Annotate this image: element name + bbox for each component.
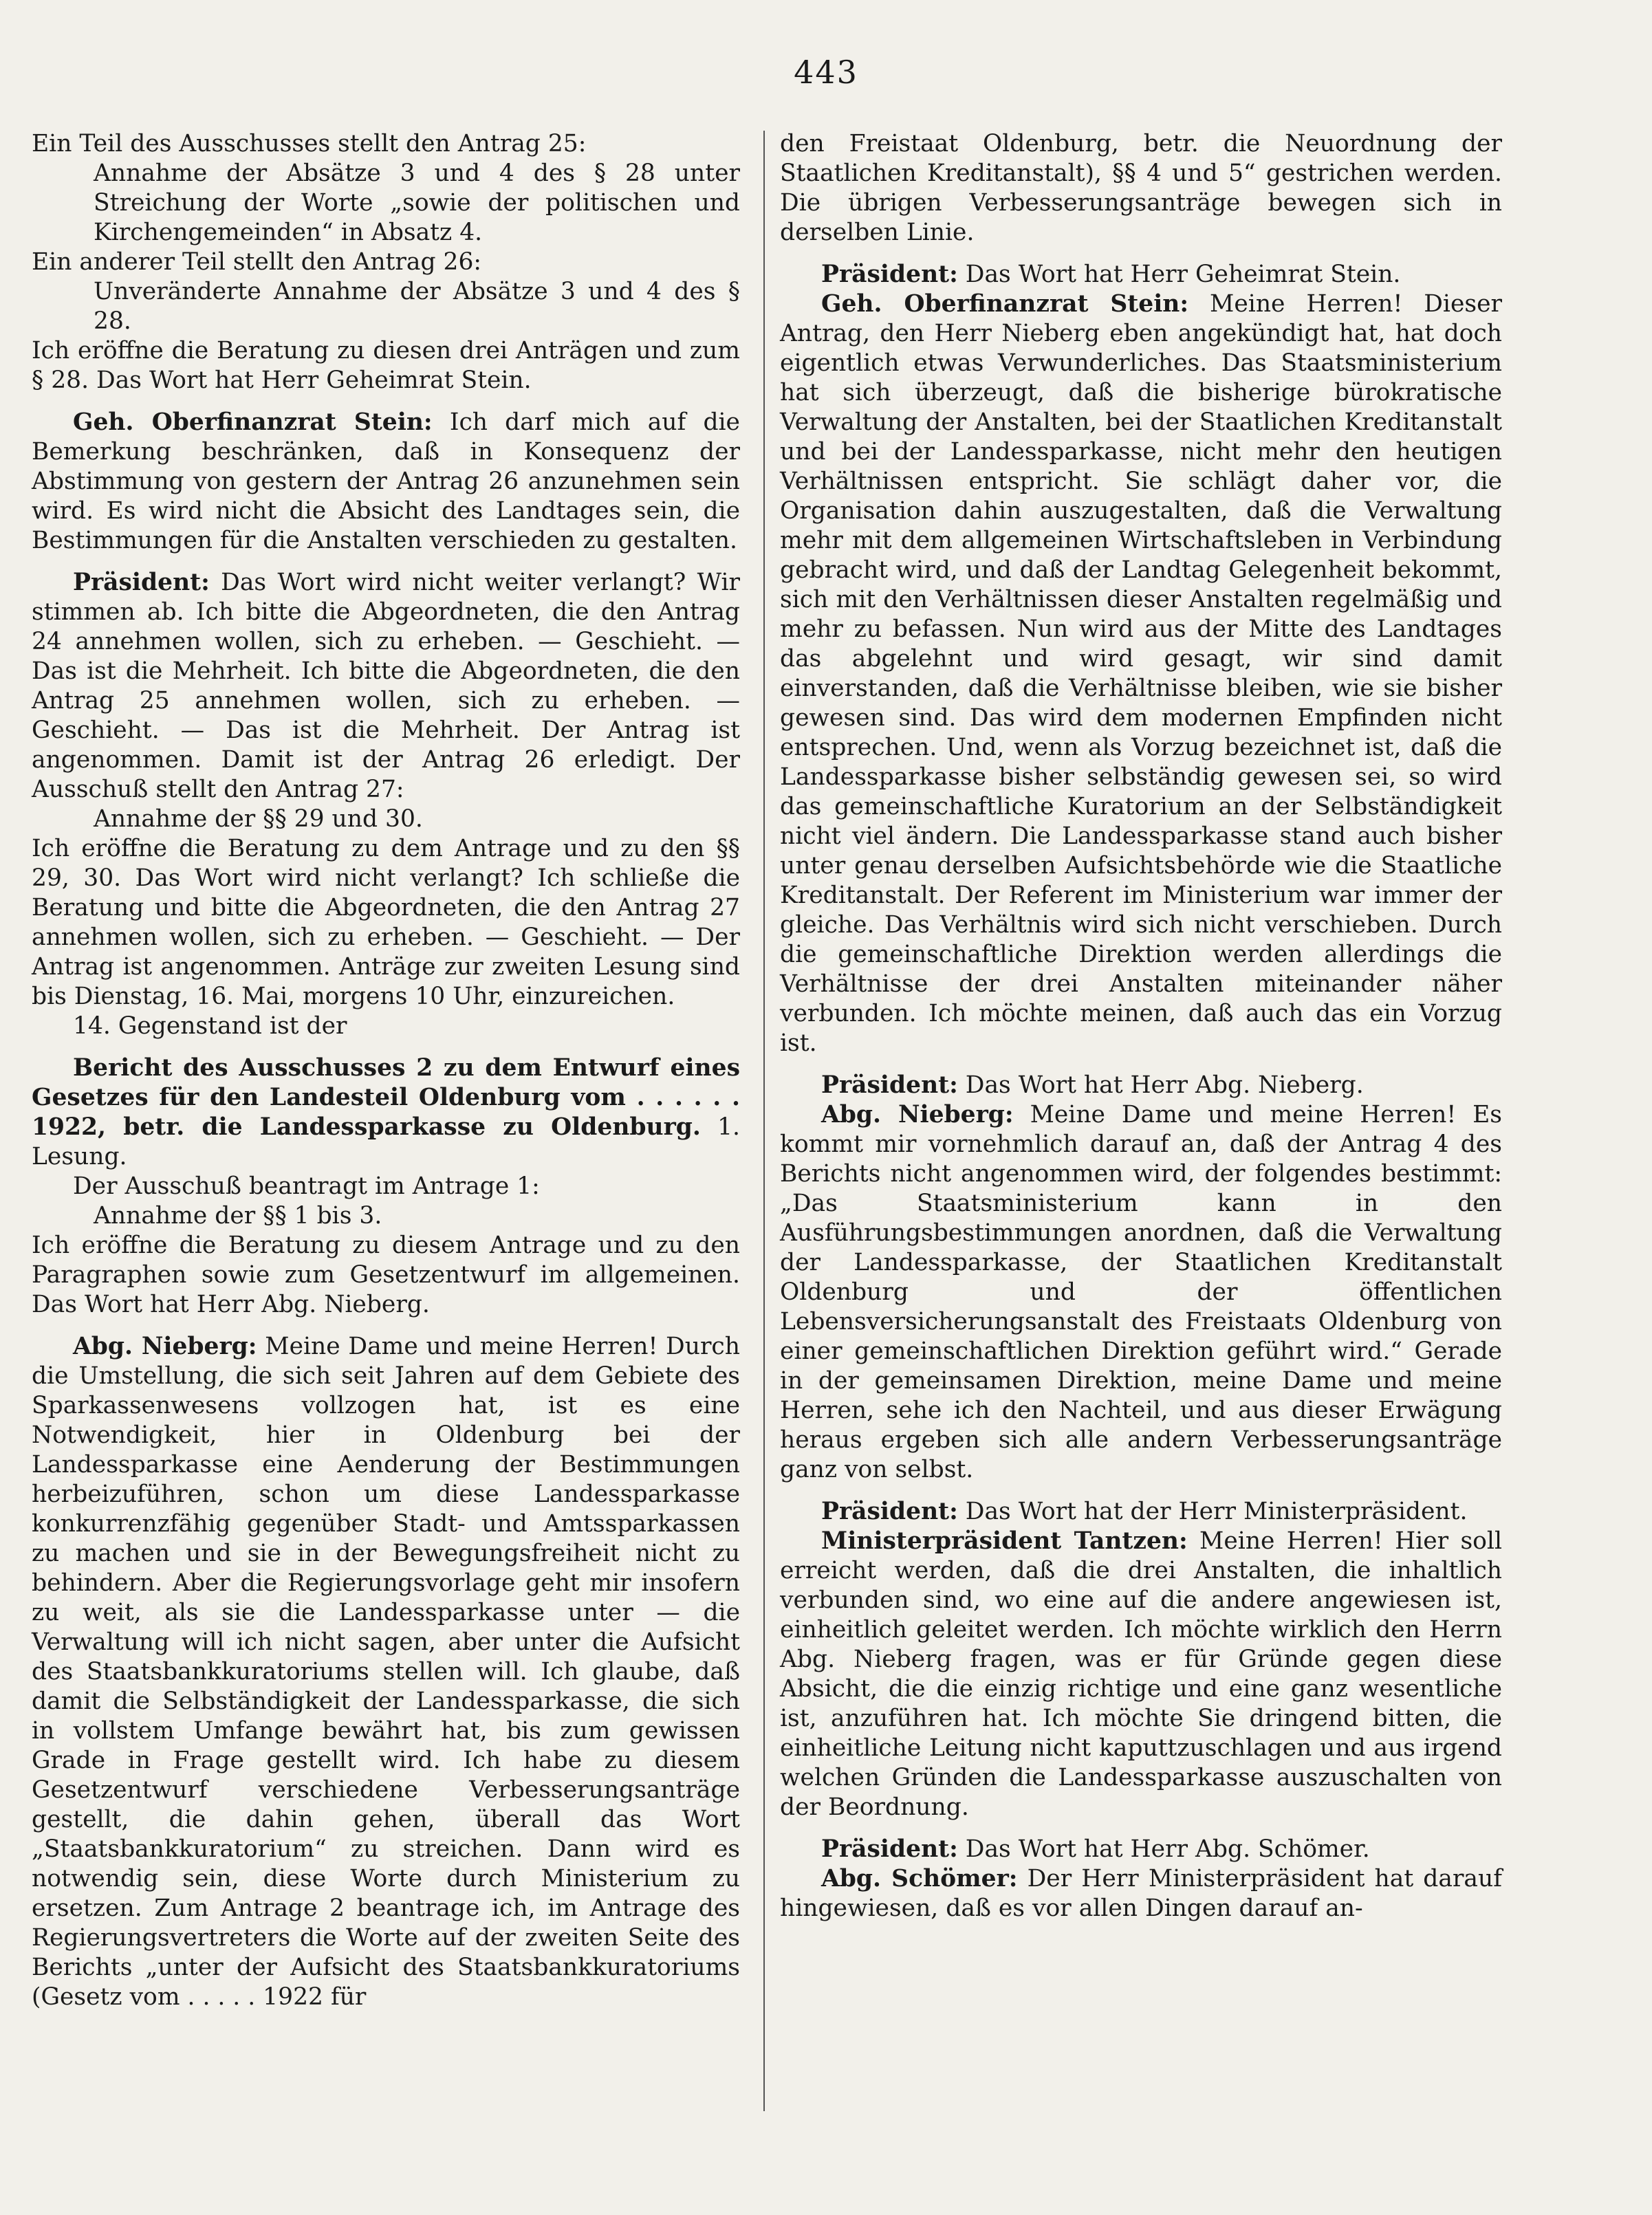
paragraph-text: 1. Lesung. [32,1113,741,1170]
paragraph-text: den Freistaat Oldenburg, betr. die Neuordnung der Staatlichen Kreditanstalt), §§ 4 und 5“ gestrichen werden. Die übrigen Verbesserungsanträge bewegen sich in derselben Linie. [780,130,1502,246]
left-paragraph [32,277,740,336]
left-paragraph [32,1172,740,1201]
speaker-label: Ministerpräsident Tantzen: [821,1527,1188,1555]
right-paragraph [780,260,1502,290]
paragraph-text: Das Wort hat Herr Geheimrat Stein. [957,261,1401,288]
left-paragraph [32,834,740,1012]
left-paragraph [32,568,740,805]
left-paragraph [32,1201,740,1231]
right-paragraph [780,290,1502,1058]
paragraph-text: Meine Dame und meine Herren! Es kommt mir vornehmlich darauf an, daß der Antrag 4 des Berichts nicht angenommen wird, der folgendes bestimmt: „Das Staatsministerium kann in den Ausführungsbestimmungen anordnen, daß die Verwaltung der Landessparkasse, der Staatlichen Kreditanstalt Oldenburg und der öffentlichen Lebensversicherungsanstalt des Freistaats Oldenburg von einer gemeinschaftlichen Direktion geführt wird.“ Gerade in der gemeinsamen Direktion, meine Dame und meine Herren, sehe ich den Nachteil, und aus dieser Erwägung heraus ergeben sich alle andern Verbesserungsanträge ganz von selbst. [780,1101,1502,1483]
right-paragraph [780,1071,1502,1100]
speaker-label: Geh. Oberfinanzrat Stein: [73,408,433,436]
speaker-label: Präsident: [821,1835,958,1863]
right-paragraph [780,1497,1502,1527]
paragraph-text: Das Wort hat Herr Abg. Nieberg. [957,1071,1364,1099]
right-paragraph [780,129,1502,248]
speaker-label: Präsident: [821,261,958,288]
right-column [780,129,1502,1923]
paragraph-text: Meine Dame und meine Herren! Durch die Umstellung, die sich seit Jahren auf dem Gebiete des Sparkassenwesens vollzogen hat, ist es eine Notwendigkeit, hier in Oldenburg bei der Landessparkasse eine Aenderung der Bestimmungen herbeizuführen, schon um diese Landessparkasse konkurrenzfähig gegenüber Stadt- und Amtssparkassen zu machen und sie in der Bewegungsfreiheit nicht zu behindern. Aber die Regierungsvorlage geht mir insofern zu weit, als sie die Landessparkasse unter — die Verwaltung will ich nicht sagen, aber unter die Aufsicht des Staatsbankkuratoriums stellen will. Ich glaube, daß damit die Selbständigkeit der Landessparkasse, die sich in vollstem Umfange bewährt hat, bis zum gewissen Grade in Frage gestellt wird. Ich habe zu diesem Gesetzentwurf verschiedene Verbesserungsanträge gestellt, die dahin gehen, überall das Wort „Staatsbankkuratorium“ zu streichen. Dann wird es notwendig sein, diese Worte durch Ministerium zu ersetzen. Zum Antrage 2 beantrage ich, im Antrage des Regierungsvertreters die Worte auf der zweiten Seite des Berichts „unter der Aufsicht des Staatsbankkuratoriums (Gesetz vom . . . . . 1922 für [32,1333,740,2011]
paragraph-text: Ein Teil des Ausschusses stellt den Antrag 25: [32,130,587,157]
right-paragraph [780,1527,1502,1822]
left-paragraph [32,408,740,556]
speaker-label: Präsident: [73,569,210,596]
left-paragraph [32,159,740,248]
paragraph-text: Meine Herren! Hier soll erreicht werden, daß die drei Anstalten, die inhaltlich verbunden sind, wo eine auf die andere angewiesen ist, einheitlich geleitet werden. Ich möchte wirklich den Herrn Abg. Nieberg fragen, was er für Gründe gegen diese Absicht, die die einzig richtige und eine ganz wesentliche ist, anzuführen hat. Ich möchte Sie dringend bitten, die einheitliche Leitung nicht kaputtzuschlagen und aus irgend welchen Gründen die Landessparkasse auszuschalten von der Beordnung. [780,1527,1502,1821]
paragraph-text: Der Herr Ministerpräsident hat darauf hingewiesen, daß es vor allen Dingen darauf an- [780,1865,1502,1922]
paragraph-text: Das Wort wird nicht weiter verlangt? Wir stimmen ab. Ich bitte die Abgeordneten, die den Antrag 24 annehmen wollen, sich zu erheben. — Geschieht. — Das ist die Mehrheit. Ich bitte die Abgeordneten, die den Antrag 25 annehmen wollen, sich zu erheben. — Geschieht. — Das ist die Mehrheit. Der Antrag ist angenommen. Damit ist der Antrag 26 erledigt. Der Ausschuß stellt den Antrag 27: [32,569,740,803]
speaker-label: Abg. Nieberg: [821,1101,1014,1128]
paragraph-text: Unveränderte Annahme der Absätze 3 und 4 des § 28. [94,278,740,335]
paragraph-text: Ich darf mich auf die Bemerkung beschränken, daß in Konsequenz der Abstimmung von gestern der Antrag 26 anzunehmen sein wird. Es wird nicht die Absicht des Landtages sein, die Bestimmungen für die Anstalten verschieden zu gestalten. [32,408,740,554]
paragraph-text: Das Wort hat Herr Abg. Schömer. [957,1835,1370,1863]
left-paragraph [32,805,740,834]
left-paragraph [32,1012,740,1041]
speaker-label: Präsident: [821,1071,958,1099]
paragraph-text: Annahme der §§ 1 bis 3. [94,1202,382,1230]
paragraph-text: Ich eröffne die Beratung zu diesen drei Anträgen und zum § 28. Das Wort hat Herr Geheimrat Stein. [32,337,740,394]
speaker-label: Geh. Oberfinanzrat Stein: [821,290,1189,318]
paragraph-text: Das Wort hat der Herr Ministerpräsident. [957,1498,1468,1525]
column-divider [763,131,765,2111]
speaker-label: Abg. Nieberg: [73,1333,257,1360]
paragraph-text: Der Ausschuß beantragt im Antrage 1: [73,1172,540,1200]
right-paragraph [780,1100,1502,1485]
left-paragraph [32,129,740,159]
paragraph-text: Annahme der §§ 29 und 30. [94,805,423,833]
right-paragraph [780,1835,1502,1864]
left-column [32,129,740,2012]
right-paragraph [780,1864,1502,1923]
paragraph-text: 14. Gegenstand ist der [73,1012,347,1040]
speaker-label: Abg. Schömer: [821,1865,1018,1892]
left-paragraph [32,336,740,395]
page-number: 443 [794,54,858,91]
paragraph-text: Ich eröffne die Beratung zu dem Antrage und zu den §§ 29, 30. Das Wort wird nicht verlangt? Ich schließe die Beratung und bitte die Abgeordneten, die den Antrag 27 annehmen wollen, sich zu erheben. — Geschieht. — Der Antrag ist angenommen. Anträge zur zweiten Lesung sind bis Dienstag, 16. Mai, morgens 10 Uhr, einzureichen. [32,835,740,1010]
left-paragraph [32,1054,740,1172]
speaker-label: Bericht des Ausschusses 2 zu dem Entwurf eines Gesetzes für den Landesteil Oldenburg vom . . . . . . 1922, betr. die Landessparkasse zu Oldenburg. [32,1054,740,1141]
paragraph-text: Ein anderer Teil stellt den Antrag 26: [32,248,482,276]
paragraph-text: Ich eröffne die Beratung zu diesem Antrage und zu den Paragraphen sowie zum Gesetzentwurf im allgemeinen. Das Wort hat Herr Abg. Nieberg. [32,1232,740,1318]
paragraph-text: Annahme der Absätze 3 und 4 des § 28 unter Streichung der Worte „sowie der politischen und Kirchengemeinden“ in Absatz 4. [94,160,740,246]
speaker-label: Präsident: [821,1498,958,1525]
paragraph-text: Meine Herren! Dieser Antrag, den Herr Nieberg eben angekündigt hat, hat doch eigentlich etwas Verwunderliches. Das Staatsministerium hat sich überzeugt, daß die bisherige bürokratische Verwaltung der Anstalten, bei der Staatlichen Kreditanstalt und bei der Landessparkasse, nicht mehr den heutigen Verhältnissen entspricht. Sie schlägt daher vor, die Organisation dahin auszugestalten, daß die Verwaltung mehr mit dem allgemeinen Wirtschaftsleben in Verbindung gebracht wird, und daß der Landtag Gelegenheit bekommt, sich mit den Verhältnissen dieser Anstalten regelmäßig und mehr zu befassen. Nun wird aus der Mitte des Landtages das abgelehnt und wird gesagt, wir sind damit einverstanden, daß die Verhältnisse bleiben, wie sie bisher gewesen sind. Das wird dem modernen Empfinden nicht entsprechen. Und, wenn als Vorzug bezeichnet ist, daß die Landessparkasse bisher selbständig gewesen sei, so wird das gemeinschaftliche Kuratorium an der Selbständigkeit nicht viel ändern. Die Landessparkasse stand auch bisher unter genau derselben Aufsichtsbehörde wie die Staatliche Kreditanstalt. Der Referent im Ministerium war immer der gleiche. Das Verhältnis wird sich nicht verschieben. Durch die gemeinschaftliche Direktion werden allerdings die Verhältnisse der drei Anstalten miteinander näher verbunden. Ich möchte meinen, daß auch das ein Vorzug ist. [780,290,1502,1057]
left-paragraph [32,1231,740,1320]
left-paragraph [32,1332,740,2012]
left-paragraph [32,248,740,277]
